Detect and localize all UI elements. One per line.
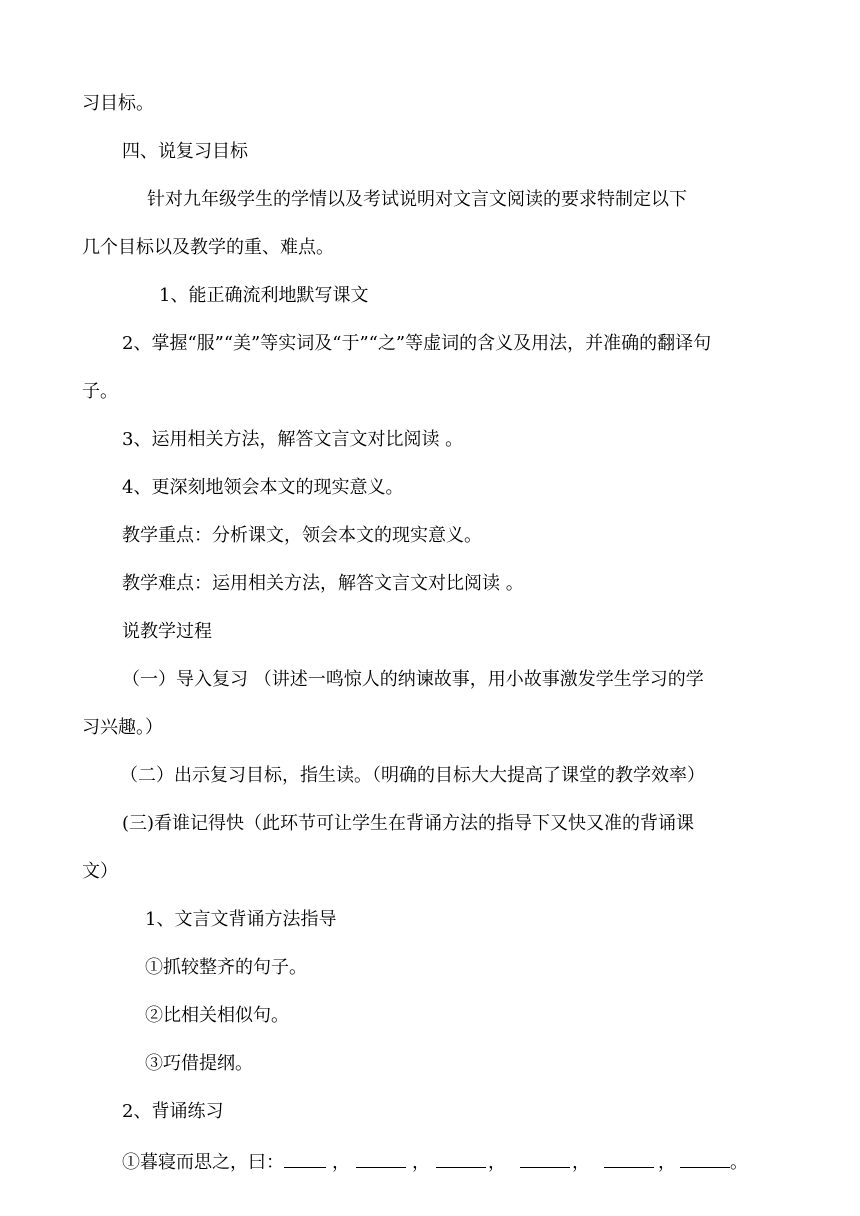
list-item: 2、背诵练习: [122, 1101, 224, 1122]
list-item: 4、更深刻地领会本文的现实意义。: [122, 477, 404, 498]
list-item: 1、能正确流利地默写课文: [159, 285, 369, 306]
list-item: 2、掌握“服”“美”等实词及“于”“之”等虚词的含义及用法，并准确的翻译句: [122, 333, 712, 354]
section-heading: 四、说复习目标: [122, 141, 248, 162]
text-line: 文）: [82, 861, 118, 882]
text-line: 针对九年级学生的学情以及考试说明对文言文阅读的要求特制定以下: [147, 189, 687, 210]
separator: ，: [332, 1152, 350, 1173]
blank-3: [436, 1147, 486, 1168]
blank-1: [284, 1147, 326, 1168]
text-line: 子。: [82, 381, 118, 402]
blank-5: [604, 1147, 654, 1168]
list-item: ②比相关相似句。: [145, 1005, 289, 1026]
separator: ，: [412, 1152, 430, 1173]
exercise-prefix: ①暮寝而思之，曰：: [122, 1152, 284, 1173]
text-line: 教学重点：分析课文，领会本文的现实意义。: [122, 525, 482, 546]
section-heading: 说教学过程: [122, 621, 212, 642]
separator: ，: [572, 1152, 590, 1173]
list-item: ③巧借提纲。: [145, 1053, 253, 1074]
separator: ，: [488, 1152, 506, 1173]
blank-6: [680, 1147, 730, 1168]
text-line: 几个目标以及教学的重、难点。: [82, 237, 334, 258]
blank-4: [520, 1147, 570, 1168]
text-line: 习兴趣。）: [82, 717, 163, 738]
text-line: （二）出示复习目标，指生读。（明确的目标大大提高了课堂的教学效率）: [120, 765, 705, 786]
fill-in-exercise: [122, 1147, 748, 1176]
text-line: (三)看谁记得快（此环节可让学生在背诵方法的指导下又快又准的背诵课: [122, 813, 695, 834]
text-line: 教学难点：运用相关方法，解答文言文对比阅读 。: [122, 573, 524, 594]
separator: ，: [658, 1152, 676, 1173]
list-item: 3、运用相关方法，解答文言文对比阅读 。: [122, 429, 464, 450]
text-line: （一）导入复习 （讲述一鸣惊人的纳谏故事，用小故事激发学生学习的学: [122, 669, 704, 690]
list-item: 1、文言文背诵方法指导: [145, 909, 337, 930]
text-line: 习目标。: [82, 93, 154, 114]
blank-2: [356, 1147, 406, 1168]
sentence-end: 。: [730, 1152, 748, 1173]
list-item: ①抓较整齐的句子。: [145, 957, 307, 978]
